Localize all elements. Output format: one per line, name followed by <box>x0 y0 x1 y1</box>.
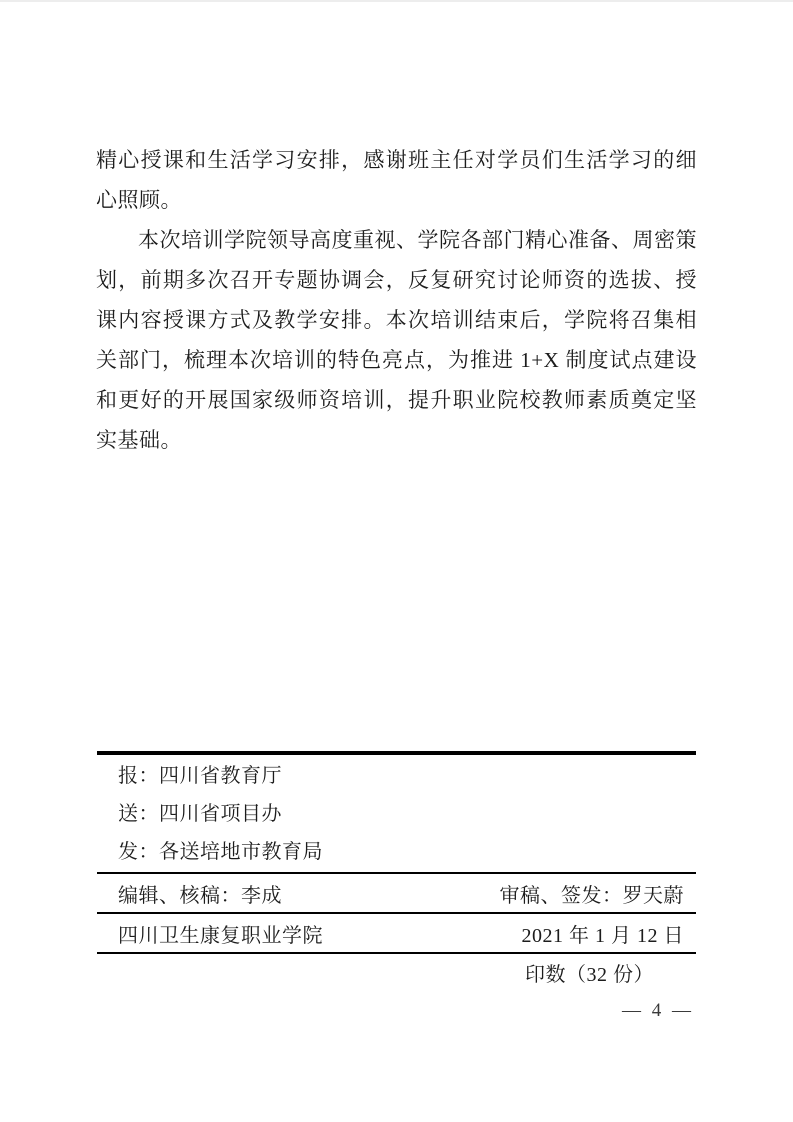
document-body <box>96 140 697 460</box>
issuing-institution: 四川卫生康复职业学院 <box>118 924 323 947</box>
editor-reviewer-label: 编辑、核稿：李成 <box>118 884 282 907</box>
print-count-row <box>97 954 696 996</box>
recipient-line-report: 报：四川省教育厅 <box>118 765 282 787</box>
editor-row <box>97 874 696 912</box>
print-count: 印数（32 份） <box>525 964 654 986</box>
document-footer <box>97 751 696 996</box>
paragraph: 本次培训学院领导高度重视、学院各部门精心准备、周密策划，前期多次召开专题协调会，反复研究讨论师资的选拔、授课内容授课方式及教学安排。本次培训结束后，学院将召集相关部门，梳理本次培训的特色亮点，为推进 1+X 制度试点建设和更好的开展国家级师资培训，提升职业院校教师素质奠定坚实基础。 <box>96 228 697 452</box>
recipient-line-distribute: 发：各送培地市教育局 <box>118 841 323 863</box>
page-number: — 4 — <box>622 1000 694 1021</box>
page-top-edge <box>0 0 793 2</box>
issuer-row <box>97 914 696 952</box>
approver-label: 审稿、签发：罗天蔚 <box>499 884 684 907</box>
paragraph-continuation: 精心授课和生活学习安排，感谢班主任对学员们生活学习的细心照顾。 <box>96 148 697 212</box>
recipients-block <box>97 755 696 872</box>
issue-date: 2021 年 1 月 12 日 <box>521 924 684 947</box>
recipient-line-send: 送：四川省项目办 <box>118 803 282 825</box>
